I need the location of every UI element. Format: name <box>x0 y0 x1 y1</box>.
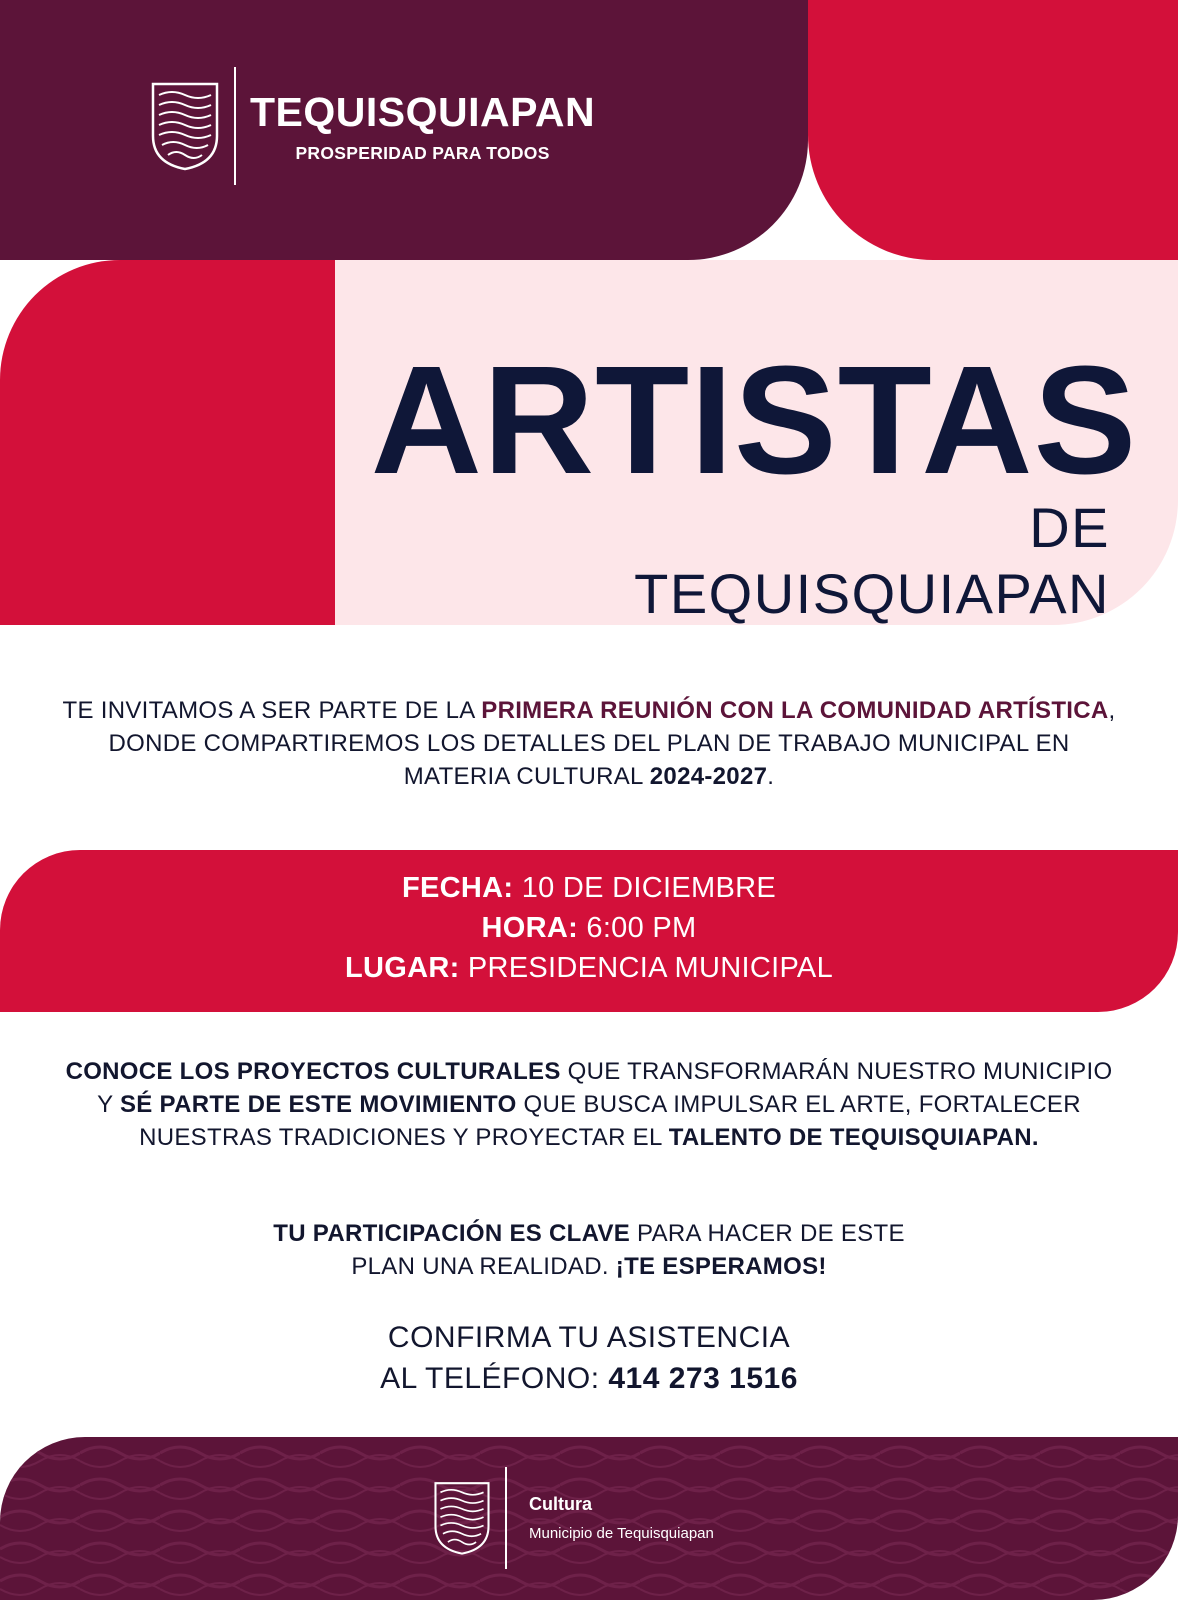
brand-slogan: PROSPERIDAD PARA TODOS <box>295 142 550 163</box>
footer-divider <box>505 1467 507 1569</box>
event-date-value: 10 DE DICIEMBRE <box>513 872 776 904</box>
municipal-shield-icon <box>150 81 220 171</box>
intro-text-2: , DONDE COMPARTIREMOS LOS DETALLES DEL PLAN DE TRABAJO MUNICIPAL EN MATERIA CULTURAL <box>108 697 1116 790</box>
header-red-block <box>808 0 1178 260</box>
intro-text-3: . <box>767 763 775 790</box>
title-red-block <box>0 260 335 625</box>
participation-paragraph <box>60 1217 1118 1283</box>
rsvp-line-2: AL TELÉFONO: <box>380 1362 609 1395</box>
intro-text-1: TE INVITAMOS A SER PARTE DE LA <box>62 697 482 724</box>
projects-text-2: QUE BUSCA IMPULSAR EL ARTE, FORTALECER NUESTRAS TRADICIONES Y PROYECTAR EL <box>139 1091 1081 1151</box>
page-subtitle: DE TEQUISQUIAPAN <box>634 496 1110 625</box>
footer-subtitle: Municipio de Tequisquiapan <box>529 1525 714 1542</box>
event-date-label: FECHA: <box>402 872 514 904</box>
projects-bold-2: SÉ PARTE DE ESTE MOVIMIENTO <box>119 1091 517 1118</box>
brand-name: TEQUISQUIAPAN <box>250 88 596 135</box>
projects-bold-1: CONOCE LOS PROYECTOS CULTURALES <box>65 1058 561 1085</box>
municipal-shield-icon <box>433 1480 491 1556</box>
event-date <box>0 868 1178 908</box>
footer-title: Cultura <box>529 1494 592 1514</box>
projects-text-1: QUE TRANSFORMARÁN NUESTRO MUNICIPIO Y <box>97 1058 1113 1118</box>
event-time <box>0 908 1178 948</box>
we-await-you: ¡TE ESPERAMOS! <box>615 1253 827 1280</box>
projects-bold-3: TALENTO DE TEQUISQUIAPAN. <box>668 1124 1039 1151</box>
event-details <box>0 868 1178 988</box>
projects-paragraph <box>60 1055 1118 1154</box>
event-place <box>0 948 1178 988</box>
rsvp-block <box>60 1317 1118 1399</box>
participation-text-1: PARA HACER DE ESTE <box>630 1220 905 1247</box>
event-time-value: 6:00 PM <box>578 912 697 944</box>
rsvp-phone: 414 273 1516 <box>608 1362 798 1395</box>
page-title: ARTISTAS <box>370 334 1138 506</box>
header-divider <box>234 67 236 185</box>
event-time-label: HORA: <box>481 912 579 944</box>
participation-text-2: PLAN UNA REALIDAD. <box>351 1253 616 1280</box>
footer-brand <box>433 1466 714 1570</box>
header-brand <box>150 66 595 186</box>
event-place-value: PRESIDENCIA MUNICIPAL <box>459 952 834 984</box>
intro-years: 2024-2027 <box>649 763 768 790</box>
intro-paragraph <box>60 694 1118 793</box>
intro-highlight: PRIMERA REUNIÓN CON LA COMUNIDAD ARTÍSTICA <box>481 697 1109 724</box>
event-place-label: LUGAR: <box>344 952 460 984</box>
participation-bold: TU PARTICIPACIÓN ES CLAVE <box>273 1220 631 1247</box>
rsvp-line-1: CONFIRMA TU ASISTENCIA <box>387 1321 791 1354</box>
